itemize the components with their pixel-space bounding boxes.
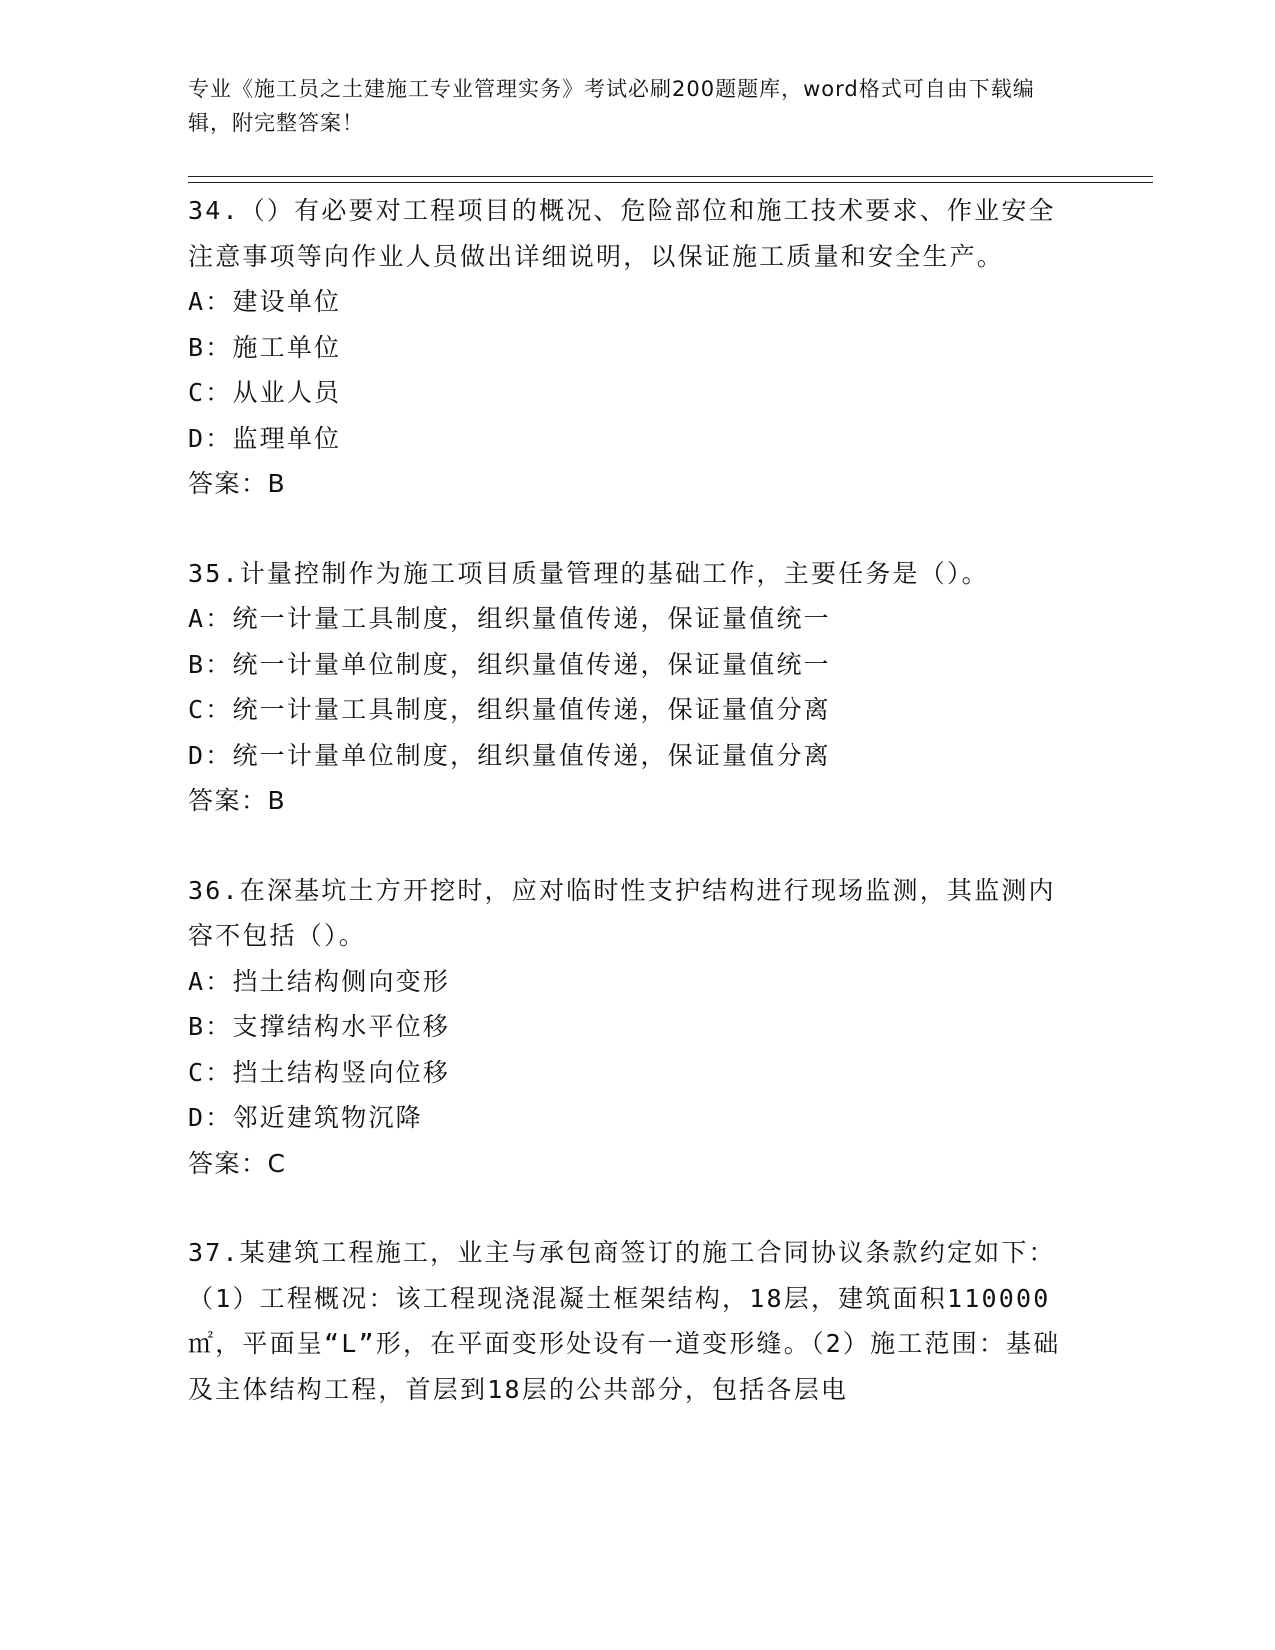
- question-text: 37.某建筑工程施工，业主与承包商签订的施工合同协议条款约定如下：（1）工程概况：该工程现浇混凝土框架结构，18层，建筑面积110000㎡，平面呈“L”形，在平面变形处设有一道变形缝。（2）施工范围：基础及主体结构工程，首层到18层的公共部分，包括各层电: [188, 1238, 1061, 1404]
- answer: 答案：B: [188, 469, 287, 498]
- option-a: A：统一计量工具制度，组织量值传递，保证量值统一: [188, 604, 831, 633]
- question-text: 36.在深基坑土方开挖时，应对临时性支护结构进行现场监测，其监测内容不包括（）。: [188, 875, 1056, 950]
- option-b: B：施工单位: [188, 332, 342, 362]
- option-c: C：从业人员: [188, 378, 342, 407]
- option-a: A：挡土结构侧向变形: [188, 966, 451, 996]
- option-c: C：挡土结构竖向位移: [188, 1057, 451, 1087]
- document-header: 专业《施工员之土建施工专业管理实务》考试必刷200题题库，word格式可自由下载编辑，附完整答案！: [188, 77, 1035, 135]
- question-list: [188, 188, 1068, 1412]
- option-d: D：邻近建筑物沉降: [188, 1103, 423, 1132]
- option-d: D：统一计量单位制度，组织量值传递，保证量值分离: [188, 740, 831, 770]
- option-d: D：监理单位: [188, 423, 342, 453]
- header-divider-bottom: [188, 182, 1153, 183]
- question-34: [188, 188, 1068, 507]
- header-divider-top: [188, 176, 1153, 177]
- option-c: C：统一计量工具制度，组织量值传递，保证量值分离: [188, 695, 831, 724]
- question-36: [188, 868, 1068, 1187]
- question-35: [188, 551, 1068, 824]
- question-text: 35.计量控制作为施工项目质量管理的基础工作，主要任务是（）。: [188, 558, 989, 588]
- question-text: 34.（）有必要对工程项目的概况、危险部位和施工技术要求、作业安全注意事项等向作业人员做出详细说明，以保证施工质量和安全生产。: [188, 196, 1056, 271]
- question-spacer: [188, 507, 1068, 551]
- answer: 答案：C: [188, 1148, 287, 1178]
- answer: 答案：B: [188, 786, 287, 815]
- option-b: B：支撑结构水平位移: [188, 1012, 451, 1041]
- question-spacer: [188, 1186, 1068, 1230]
- option-b: B：统一计量单位制度，组织量值传递，保证量值统一: [188, 649, 831, 679]
- question-spacer: [188, 824, 1068, 868]
- option-a: A：建设单位: [188, 287, 342, 316]
- question-37: [188, 1230, 1068, 1412]
